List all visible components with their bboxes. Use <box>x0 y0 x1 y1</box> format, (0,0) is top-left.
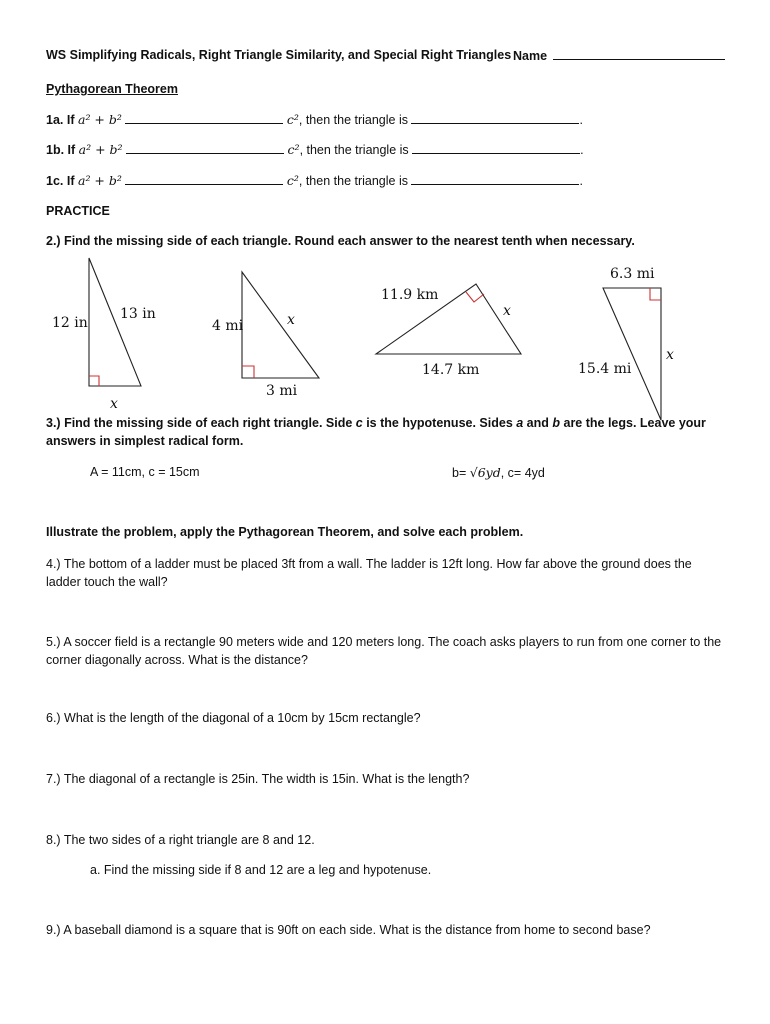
q3-left-problem: A = 11cm, c = 15cm <box>90 465 200 479</box>
q3-c-var: c <box>355 416 363 430</box>
q3-part-b: is the hypotenuse. Sides <box>362 416 517 430</box>
row-if: If <box>67 143 76 157</box>
question-4: 4.) The bottom of a ladder must be placed 3ft from a wall. The ladder is 12ft long. How far above the ground does the ladder touch the wall? <box>46 557 692 589</box>
row-tail: , then the triangle is <box>298 113 408 127</box>
question-7: 7.) The diagonal of a rectangle is 25in. The width is 15in. What is the length? <box>46 772 470 786</box>
q3-part-a: Find the missing side of each right triangle. Side <box>64 416 356 430</box>
t4-top-label: 6.3 mi <box>610 266 655 282</box>
question-2: 2.) Find the missing side of each triangle. Round each answer to the nearest tenth when necessary. <box>46 234 635 248</box>
t2-base-label: 3 mi <box>266 383 298 399</box>
t1-x-label: x <box>110 396 118 412</box>
q3-right-post: , c= 4yd <box>500 466 545 480</box>
question-3 <box>46 414 726 450</box>
triangle-4 <box>603 288 661 420</box>
t4-x-label: x <box>666 347 674 363</box>
right-angle-marker-3 <box>466 292 484 302</box>
row-tail: , then the triangle is <box>299 143 409 157</box>
q3-right-pre: b= <box>452 466 470 480</box>
t2-leg-label: 4 mi <box>212 318 244 334</box>
t3-base-label: 14.7 km <box>422 362 480 378</box>
t4-side-label: 15.4 mi <box>578 361 632 377</box>
question-8a: a. Find the missing side if 8 and 12 are a leg and hypotenuse. <box>90 863 432 877</box>
q3-right-radical: √6 <box>469 465 486 480</box>
q3-a-var: a <box>516 416 524 430</box>
row-rhs: c² <box>286 173 299 188</box>
q3-part-d: are the legs. Leave your answers in simplest radical form. <box>46 416 706 448</box>
row-tail: , then the triangle is <box>298 174 408 188</box>
row-rhs: c² <box>287 142 300 157</box>
q3-and: and <box>523 416 553 430</box>
pythagorean-heading: Pythagorean Theorem <box>46 82 178 96</box>
triangle-figures <box>0 0 770 440</box>
right-angle-marker-1 <box>89 376 99 386</box>
question-9: 9.) A baseball diamond is a square that is 90ft on each side. What is the distance from home to second base? <box>46 923 651 937</box>
right-angle-marker-4 <box>650 288 661 300</box>
row-lhs: a² + b² <box>78 142 123 157</box>
row-num: 1c. <box>46 174 64 188</box>
t3-top-label: 11.9 km <box>381 287 439 303</box>
row-if: If <box>66 174 75 188</box>
worksheet-title: WS Simplifying Radicals, Right Triangle Similarity, and Special Right Triangles <box>46 48 512 62</box>
question-8: 8.) The two sides of a right triangle are 8 and 12. <box>46 833 315 847</box>
q3-prefix: 3.) <box>46 416 65 430</box>
triangle-2 <box>242 272 319 378</box>
question-6: 6.) What is the length of the diagonal of a 10cm by 15cm rectangle? <box>46 711 421 725</box>
t2-x-label: x <box>287 312 295 328</box>
row-1b: 1b. If a² + b² c², then the triangle is . <box>46 142 584 157</box>
row-lhs: a² + b² <box>78 112 122 127</box>
q3-right-unit: yd <box>485 465 501 480</box>
row-lhs: a² + b² <box>78 173 122 188</box>
row-if: If <box>66 113 75 127</box>
name-label-text: Name <box>513 49 548 63</box>
row-num: 1b. <box>46 143 65 157</box>
right-angle-marker-2 <box>242 366 254 378</box>
row-num: 1a. <box>46 113 64 127</box>
word-problems-heading: Illustrate the problem, apply the Pythagorean Theorem, and solve each problem. <box>46 525 524 539</box>
q3-b-var: b <box>552 416 561 430</box>
triangle-1 <box>89 258 141 386</box>
row-1c: 1c. If a² + b² c², then the triangle is . <box>46 173 583 188</box>
t1-leg-label: 12 in <box>52 315 88 331</box>
t3-x-label: x <box>503 303 511 319</box>
question-5: 5.) A soccer field is a rectangle 90 meters wide and 120 meters long. The coach asks players to run from one corner to the corner diagonally across. What is the distance? <box>46 635 722 667</box>
t1-hyp-label: 13 in <box>120 306 156 322</box>
row-rhs: c² <box>286 112 299 127</box>
practice-heading: PRACTICE <box>46 204 110 218</box>
q3-right-problem <box>452 465 545 480</box>
row-1a: 1a. If a² + b² c², then the triangle is . <box>46 112 583 127</box>
